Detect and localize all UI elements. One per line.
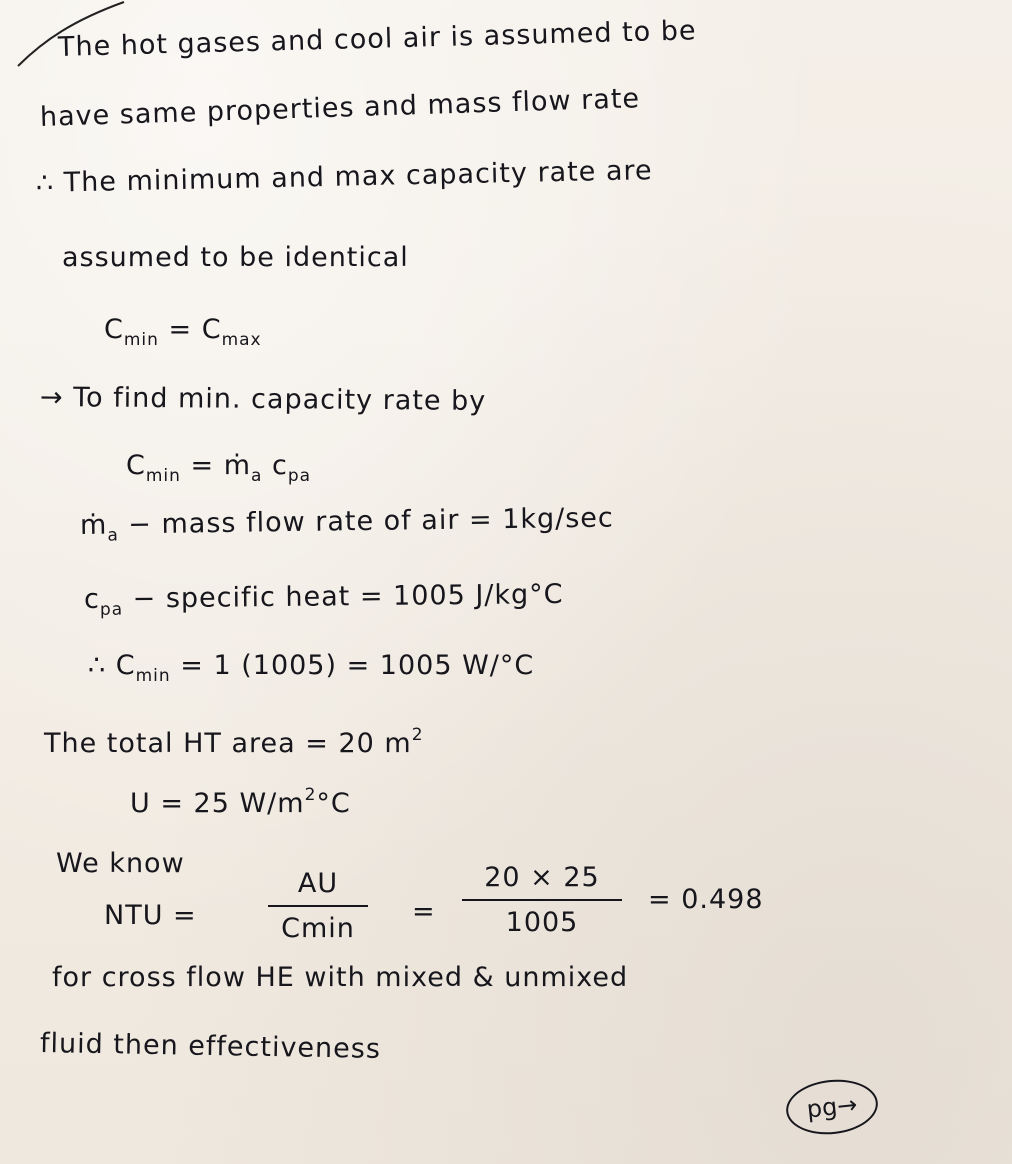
- equation-subscript: a: [107, 525, 120, 546]
- equation-part: °C: [316, 788, 351, 819]
- fraction-bar: [268, 905, 368, 907]
- text-line-effectiveness: fluid then effectiveness: [39, 1028, 382, 1065]
- equation-cmin-def: [126, 450, 312, 486]
- text-line-we-know: We know: [56, 848, 185, 879]
- equation-subscript: min: [135, 666, 171, 686]
- text-line-specific-heat: [83, 578, 564, 620]
- equation-subscript: a: [251, 466, 263, 486]
- equation-part: − specific heat = 1005 J/kg°C: [122, 578, 564, 615]
- fraction-numerator: 20 × 25: [484, 862, 600, 893]
- equation-part: ∴ C: [88, 650, 136, 681]
- equation-subscript: min: [123, 330, 159, 350]
- equation-part: U = 25 W/m: [130, 788, 305, 819]
- equation-cmin-value: [88, 650, 535, 686]
- equation-part: C: [126, 450, 146, 481]
- equation-part: c: [262, 450, 288, 481]
- fraction-denominator: Cmin: [281, 913, 355, 944]
- ntu-result: = 0.498: [648, 884, 764, 915]
- text-line-6: → To find min. capacity rate by: [39, 382, 487, 417]
- equation-subscript: pa: [287, 466, 312, 486]
- equation-subscript: max: [221, 330, 262, 350]
- equals-sign: =: [412, 896, 436, 927]
- equation-superscript: 2: [411, 725, 424, 745]
- equation-part: = 1 (1005) = 1005 W/°C: [170, 650, 535, 681]
- equation-cmin-cmax: [104, 314, 262, 350]
- equation-superscript: 2: [304, 785, 317, 805]
- text-line-4: assumed to be identical: [62, 242, 409, 273]
- fraction-numerator: AU: [297, 868, 339, 899]
- text-line-mass-flow: [79, 502, 614, 546]
- text-line-1: The hot gases and cool air is assumed to be: [57, 15, 697, 63]
- equation-subscript: pa: [99, 599, 124, 620]
- text-line-cross-flow: for cross flow HE with mixed & unmixed: [52, 962, 629, 993]
- fraction-bar: [462, 899, 622, 901]
- page-continue-marker: pg→: [783, 1075, 880, 1138]
- ntu-fraction-numeric: [462, 862, 622, 938]
- equation-part: − mass flow rate of air = 1kg/sec: [118, 502, 614, 541]
- equation-part: c: [83, 583, 101, 615]
- equation-part: = ṁ: [180, 450, 252, 481]
- equation-subscript: min: [145, 466, 181, 486]
- text-line-2: have same properties and mass flow rate: [39, 83, 641, 133]
- equation-part: = C: [158, 314, 222, 345]
- text-line-3: ∴ The minimum and max capacity rate are: [35, 155, 653, 199]
- equation-part: The total HT area = 20 m: [44, 728, 412, 759]
- text-line-ht-area: [44, 725, 424, 759]
- ntu-label: NTU =: [104, 900, 197, 931]
- equation-part: C: [104, 314, 124, 345]
- fraction-denominator: 1005: [505, 907, 579, 938]
- equation-u-value: [130, 785, 351, 819]
- equation-part: ṁ: [79, 509, 108, 541]
- ntu-fraction-au-over-cmin: [268, 868, 368, 944]
